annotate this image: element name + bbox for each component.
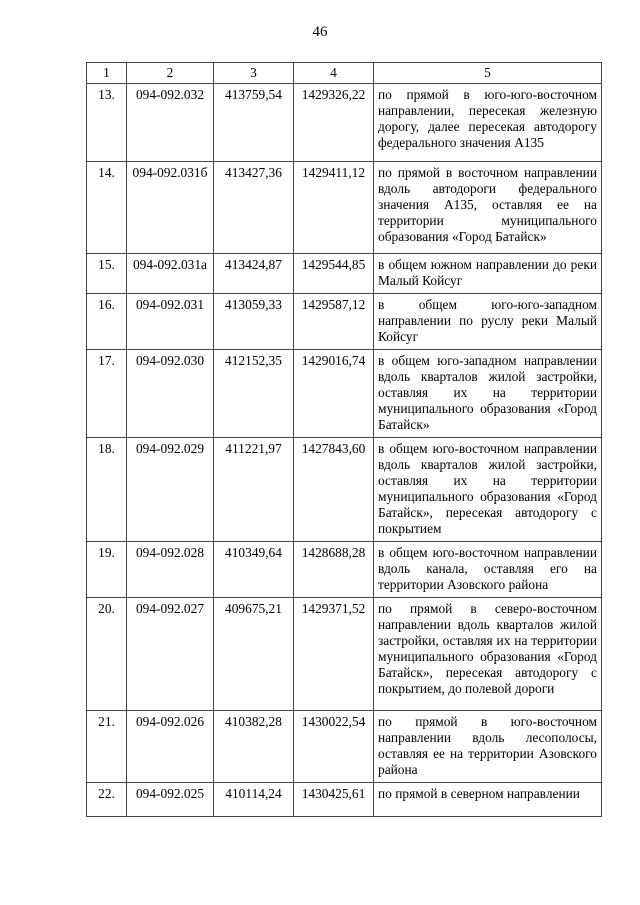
table-row bbox=[87, 542, 602, 598]
point-number: 16. bbox=[87, 294, 127, 350]
point-code: 094-092.031 bbox=[127, 294, 214, 350]
point-number: 20. bbox=[87, 598, 127, 711]
coordinate-y: 1429326,22 bbox=[294, 84, 374, 162]
column-header: 1 bbox=[87, 63, 127, 84]
table-header-row bbox=[87, 63, 602, 84]
coordinate-x: 413059,33 bbox=[214, 294, 294, 350]
coordinate-y: 1429544,85 bbox=[294, 254, 374, 294]
point-code: 094-092.031а bbox=[127, 254, 214, 294]
boundary-points-table bbox=[86, 62, 602, 817]
point-code: 094-092.032 bbox=[127, 84, 214, 162]
coordinate-y: 1427843,60 bbox=[294, 438, 374, 542]
coordinate-x: 412152,35 bbox=[214, 350, 294, 438]
table-row bbox=[87, 162, 602, 254]
column-header: 5 bbox=[374, 63, 602, 84]
point-number: 21. bbox=[87, 711, 127, 783]
boundary-description: по прямой в юго-восточном направлении вдоль лесополосы, оставляя ее на территории Азовского района bbox=[374, 711, 602, 783]
column-header: 4 bbox=[294, 63, 374, 84]
boundary-description: в общем юго-юго-западном направлении по руслу реки Малый Койсуг bbox=[374, 294, 602, 350]
column-header: 3 bbox=[214, 63, 294, 84]
coordinate-y: 1430425,61 bbox=[294, 783, 374, 817]
boundary-description: в общем юго-западном направлении вдоль кварталов жилой застройки, оставляя их на территории муниципального образования «Город Батайск» bbox=[374, 350, 602, 438]
coordinate-x: 410349,64 bbox=[214, 542, 294, 598]
table-row bbox=[87, 438, 602, 542]
point-code: 094-092.027 bbox=[127, 598, 214, 711]
boundary-description: по прямой в юго-юго-восточном направлении, пересекая железную дорогу, далее пересекая автодорогу федерального значения А135 bbox=[374, 84, 602, 162]
coordinate-y: 1429411,12 bbox=[294, 162, 374, 254]
table-row bbox=[87, 711, 602, 783]
coordinate-y: 1429371,52 bbox=[294, 598, 374, 711]
point-code: 094-092.028 bbox=[127, 542, 214, 598]
boundary-description: в общем южном направлении до реки Малый Койсуг bbox=[374, 254, 602, 294]
column-header: 2 bbox=[127, 63, 214, 84]
point-number: 19. bbox=[87, 542, 127, 598]
coordinate-y: 1430022,54 bbox=[294, 711, 374, 783]
coordinate-y: 1429587,12 bbox=[294, 294, 374, 350]
point-number: 22. bbox=[87, 783, 127, 817]
point-number: 15. bbox=[87, 254, 127, 294]
point-code: 094-092.025 bbox=[127, 783, 214, 817]
table-row bbox=[87, 294, 602, 350]
coordinate-y: 1429016,74 bbox=[294, 350, 374, 438]
coordinate-x: 411221,97 bbox=[214, 438, 294, 542]
point-code: 094-092.031б bbox=[127, 162, 214, 254]
point-number: 13. bbox=[87, 84, 127, 162]
point-code: 094-092.026 bbox=[127, 711, 214, 783]
boundary-description: в общем юго-восточном направлении вдоль кварталов жилой застройки, оставляя их на территории муниципального образования «Город Батайск», пересекая автодорогу с покрытием bbox=[374, 438, 602, 542]
boundary-description: в общем юго-восточном направлении вдоль канала, оставляя его на территории Азовского района bbox=[374, 542, 602, 598]
boundary-description: по прямой в восточном направлении вдоль автодороги федерального значения А135, оставляя ее на территории муниципального образования «Город Батайск» bbox=[374, 162, 602, 254]
table-row bbox=[87, 84, 602, 162]
coordinate-x: 413424,87 bbox=[214, 254, 294, 294]
point-code: 094-092.030 bbox=[127, 350, 214, 438]
boundary-description: по прямой в северном направлении bbox=[374, 783, 602, 817]
table-row bbox=[87, 350, 602, 438]
table-row bbox=[87, 783, 602, 817]
coordinate-x: 410114,24 bbox=[214, 783, 294, 817]
point-number: 14. bbox=[87, 162, 127, 254]
coordinate-x: 410382,28 bbox=[214, 711, 294, 783]
page-number: 46 bbox=[312, 24, 328, 40]
coordinate-y: 1428688,28 bbox=[294, 542, 374, 598]
table-row bbox=[87, 254, 602, 294]
table-row bbox=[87, 598, 602, 711]
point-number: 18. bbox=[87, 438, 127, 542]
coordinate-x: 413427,36 bbox=[214, 162, 294, 254]
point-number: 17. bbox=[87, 350, 127, 438]
coordinate-x: 409675,21 bbox=[214, 598, 294, 711]
coordinate-x: 413759,54 bbox=[214, 84, 294, 162]
boundary-description: по прямой в северо-восточном направлении вдоль кварталов жилой застройки, оставляя их на территории муниципального образования «Город Батайск», пересекая автодорогу с покрытием, до полевой дороги bbox=[374, 598, 602, 711]
point-code: 094-092.029 bbox=[127, 438, 214, 542]
